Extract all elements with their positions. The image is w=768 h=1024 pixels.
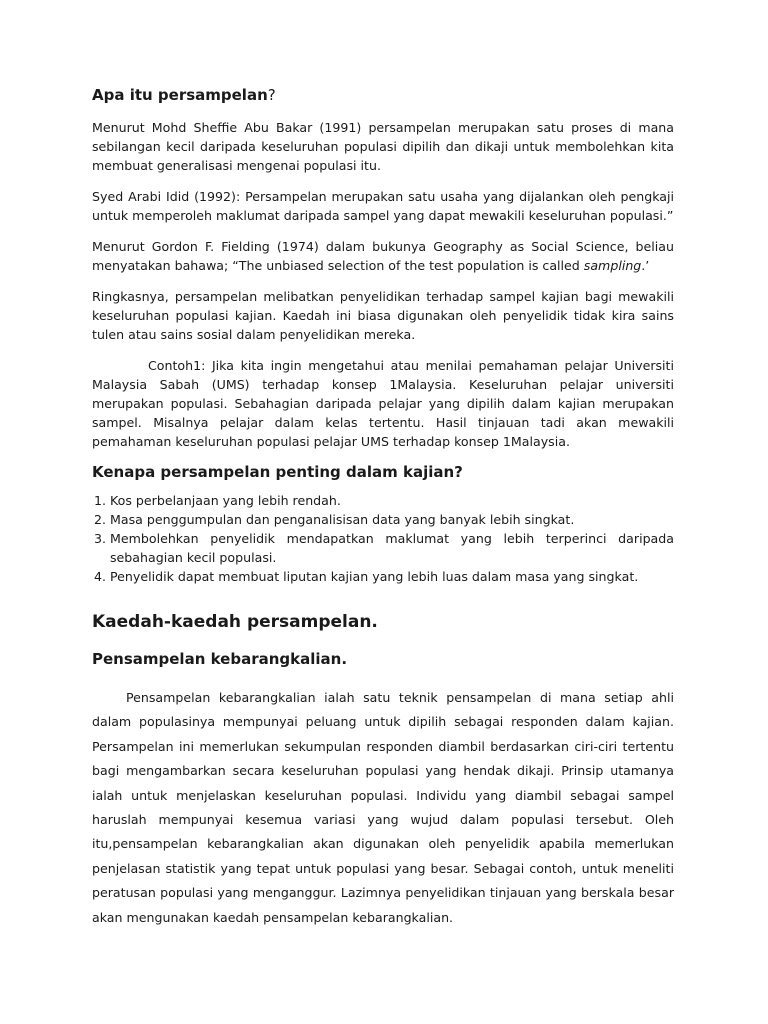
reasons-list — [92, 491, 674, 586]
paragraph-probability-sampling: Pensampelan kebarangkalian ialah satu teknik pensampelan di mana setiap ahli dalam populasinya mempunyai peluang untuk dipilih sebagai responden dalam kajian. Persampelan ini memerlukan sekumpulan responden diambil berdasarkan ciri-ciri tertentu bagi mengambarkan secara keseluruhan populasi yang hendak dikaji. Prinsip utamanya ialah untuk menjelaskan keseluruhan populasi. Individu yang diambil sebagai sampel haruslah mempunyai kesemua variasi yang wujud dalam populasi tersebut. Oleh itu,pensampelan kebarangkalian akan digunakan oleh penyelidik apabila memerlukan penjelasan statistik yang tepat untuk populasi yang besar. Sebagai contoh, untuk meneliti peratusan populasi yang menganggur. Lazimnya penyelidikan tinjauan yang berskala besar akan mengunakan kaedah pensampelan kebarangkalian. — [92, 690, 674, 925]
heading-what-is-sampling — [92, 86, 674, 104]
p3-text-end: .’ — [641, 258, 650, 273]
list-item: 4. Penyelidik dapat membuat liputan kajian yang lebih luas dalam masa yang singkat. — [110, 567, 674, 586]
heading-sampling-methods: Kaedah-kaedah persampelan. — [92, 612, 378, 632]
paragraph-definition-1: Menurut Mohd Sheffie Abu Bakar (1991) persampelan merupakan satu proses di mana sebilangan kecil daripada keseluruhan populasi dipilih dan dikaji untuk membolehkan kita membuat generalisasi mengenai populasi itu. — [92, 120, 674, 173]
list-item: 2. Masa penggumpulan dan penganalisisan data yang banyak lebih singkat. — [110, 510, 674, 529]
heading-question-mark: ? — [267, 86, 276, 104]
paragraph-example: Contoh1: Jika kita ingin mengetahui atau menilai pemahaman pelajar Universiti Malaysia Sabah (UMS) terhadap konsep 1Malaysia. Keseluruhan pelajar universiti merupakan populasi. Sebahagian daripada pelajar yang dipilih dalam kajian merupakan sampel. Misalnya pelajar dalam kelas tertentu. Hasil tinjauan tadi akan mewakili pemahaman keseluruhan populasi pelajar UMS terhadap konsep 1Malaysia. — [92, 358, 674, 449]
document-page — [92, 86, 674, 942]
list-item: 3. Membolehkan penyelidik mendapatkan maklumat yang lebih terperinci daripada sebahagian kecil populasi. — [110, 529, 674, 567]
list-item: 1. Kos perbelanjaan yang lebih rendah. — [110, 491, 674, 510]
paragraph-definition-2: Syed Arabi Idid (1992): Persampelan merupakan satu usaha yang dijalankan oleh pengkaji untuk memperoleh maklumat daripada sampel yang dapat mewakili keseluruhan populasi.” — [92, 189, 674, 223]
paragraph-definition-3 — [92, 237, 674, 275]
heading-why-important: Kenapa persampelan penting dalam kajian? — [92, 463, 463, 481]
p3-text: Menurut Gordon F. Fielding (1974) dalam bukunya Geography as Social Science, beliau menyatakan bahawa; “The unbiased selection of the test population is called — [92, 239, 674, 273]
p3-italic-term: sampling — [583, 258, 642, 273]
heading-probability-sampling: Pensampelan kebarangkalian. — [92, 650, 348, 668]
paragraph-summary: Ringkasnya, persampelan melibatkan penyelidikan terhadap sampel kajian bagi mewakili keseluruhan populasi kajian. Kaedah ini biasa digunakan oleh penyelidik tidak kira sains tulen atau sains sosial dalam penyelidikan mereka. — [92, 289, 674, 342]
heading-text: Apa itu persampelan — [92, 86, 268, 104]
